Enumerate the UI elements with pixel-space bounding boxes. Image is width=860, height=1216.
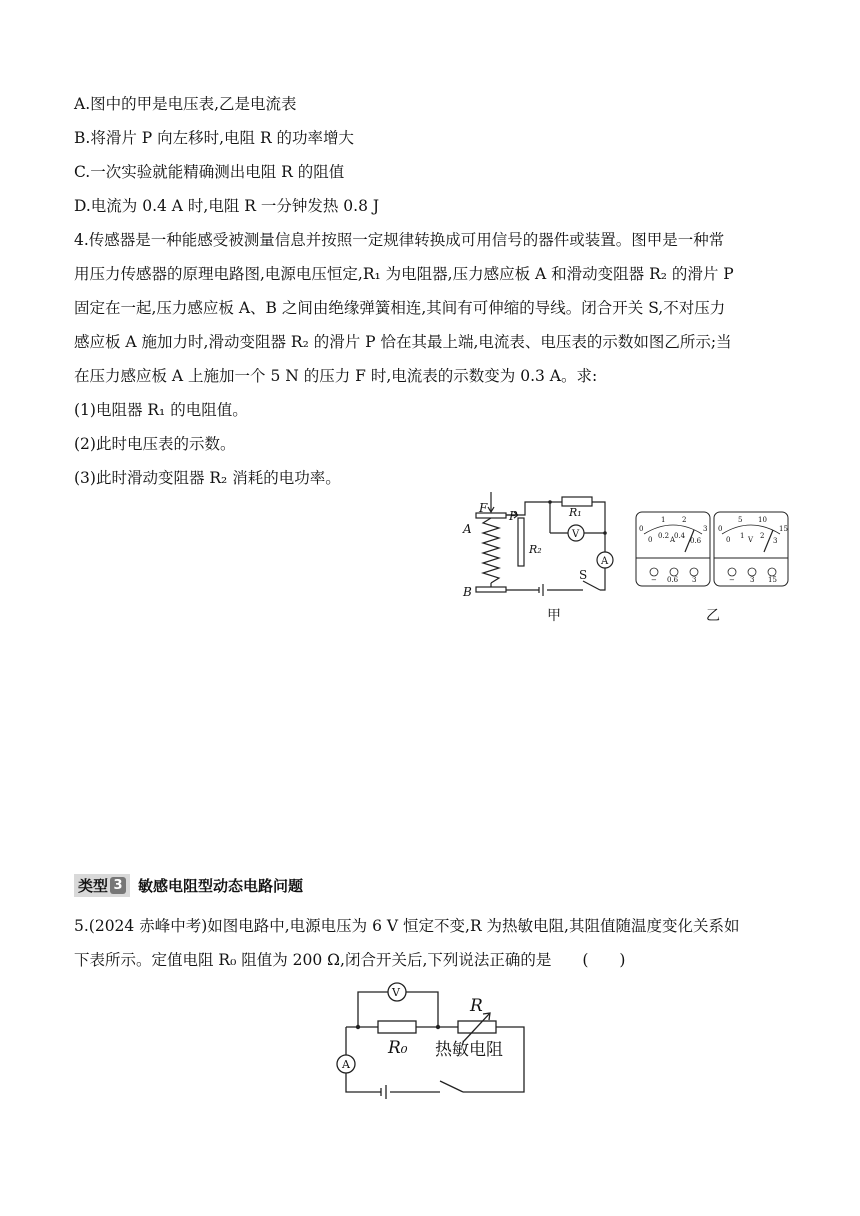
- voltmeter-unit: V: [748, 536, 754, 544]
- ammeter-terminal-3: 3: [692, 576, 697, 584]
- label-p: P: [509, 509, 518, 523]
- q4-line-2: 用压力传感器的原理电路图,电源电压恒定,R₁ 为电阻器,压力感应板 A 和滑动变阻器 R₂ 的滑片 P: [74, 265, 734, 283]
- label-b: B: [463, 585, 472, 599]
- section-header: [74, 874, 303, 897]
- section-title: 敏感电阻型动态电路问题: [138, 877, 304, 895]
- q4-line-3: 固定在一起,压力感应板 A、B 之间由绝缘弹簧相连,其间有可伸缩的导线。闭合开关 S,不对压力: [74, 299, 726, 317]
- voltmeter-terminal-2: 3: [750, 576, 755, 584]
- label-f: F: [479, 501, 488, 515]
- ammeter-unit: A: [670, 536, 676, 544]
- option-a: A.图中的甲是电压表,乙是电流表: [74, 95, 297, 113]
- circuit-figure-q5: [328, 975, 533, 1105]
- voltmeter-label: V: [572, 529, 580, 540]
- ammeter-label: A: [601, 556, 609, 567]
- section-number-badge: 3: [110, 877, 126, 894]
- ammeter-bottom-0: 0: [648, 536, 653, 544]
- voltmeter-top-1: 5: [738, 516, 743, 524]
- ammeter-terminal-2: 0.6: [667, 576, 679, 584]
- q4-line-4: 感应板 A 施加力时,滑动变阻器 R₂ 的滑片 P 恰在其最上端,电流表、电压表的示数如图乙所示;当: [74, 333, 732, 351]
- q5-ammeter-label: A: [342, 1058, 350, 1071]
- voltmeter-bottom-2: 2: [760, 532, 765, 540]
- q4-line-5: 在压力感应板 A 上施加一个 5 N 的压力 F 时,电流表的示数变为 0.3 A。求:: [74, 367, 598, 385]
- q4-sub-2: (2)此时电压表的示数。: [74, 435, 236, 453]
- label-r1: R₁: [569, 506, 582, 519]
- q4-line-1: 4.传感器是一种能感受被测量信息并按照一定规律转换成可用信号的器件或装置。图甲是一种常: [74, 231, 725, 249]
- ammeter-top-1: 1: [661, 516, 666, 524]
- ammeter-bottom-2: 0.4: [674, 532, 686, 540]
- q4-sub-1: (1)电阻器 R₁ 的电阻值。: [74, 401, 248, 419]
- section-tag-label: 类型: [78, 877, 109, 895]
- voltmeter-terminal-3: 15: [768, 576, 777, 584]
- voltmeter-bottom-0: 0: [726, 536, 731, 544]
- label-r: R: [470, 996, 483, 1016]
- switch-label: S: [579, 568, 588, 582]
- ammeter-top-3: 3: [703, 525, 708, 533]
- voltmeter-bottom-1: 1: [740, 532, 745, 540]
- voltmeter-top-2: 10: [758, 516, 767, 524]
- label-r2: R₂: [529, 543, 542, 556]
- q5-line-2: 下表所示。定值电阻 R₀ 阻值为 200 Ω,闭合开关后,下列说法正确的是 ( ): [74, 951, 626, 969]
- option-b: B.将滑片 P 向左移时,电阻 R 的功率增大: [74, 129, 355, 147]
- caption-yi: 乙: [706, 608, 720, 624]
- option-c: C.一次实验就能精确测出电阻 R 的阻值: [74, 163, 345, 181]
- ammeter-bottom-1: 0.2: [658, 532, 670, 540]
- ammeter-top-0: 0: [639, 525, 644, 533]
- meter-figure-yi: [634, 510, 792, 590]
- ammeter-terminal-1: −: [651, 576, 657, 584]
- voltmeter-top-0: 0: [718, 525, 723, 533]
- q4-sub-3: (3)此时滑动变阻器 R₂ 消耗的电功率。: [74, 469, 341, 487]
- voltmeter-terminal-1: −: [729, 576, 735, 584]
- caption-jia: 甲: [547, 608, 561, 624]
- q5-line-1: 5.(2024 赤峰中考)如图电路中,电源电压为 6 V 恒定不变,R 为热敏电阻,其阻值随温度变化关系如: [74, 917, 740, 935]
- voltmeter-top-3: 15: [779, 525, 788, 533]
- q5-voltmeter-label: V: [392, 986, 400, 999]
- option-d: D.电流为 0.4 A 时,电阻 R 一分钟发热 0.8 J: [74, 197, 380, 215]
- circuit-figure-jia: [455, 490, 620, 605]
- section-tag: [74, 874, 130, 897]
- voltmeter-bottom-3: 3: [773, 537, 778, 545]
- thermistor-label: 热敏电阻: [435, 1040, 503, 1060]
- ammeter-top-2: 2: [682, 516, 687, 524]
- ammeter-bottom-3: 0.6: [690, 537, 702, 545]
- label-r0: R₀: [388, 1038, 408, 1058]
- label-a: A: [463, 522, 472, 536]
